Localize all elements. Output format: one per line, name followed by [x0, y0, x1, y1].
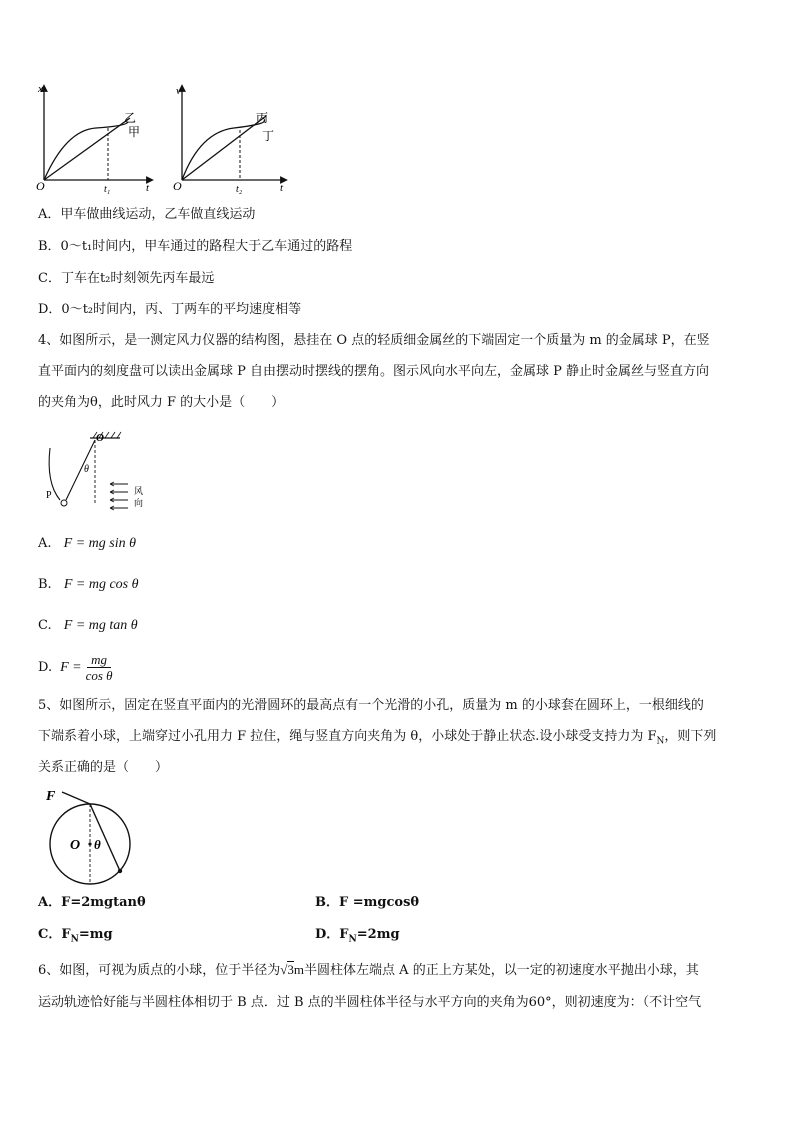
q5-force-label: F: [46, 789, 56, 804]
q4-option-a-label: A.: [38, 536, 52, 551]
graph1-origin: O: [36, 179, 45, 193]
q4-option-d-fraction: [86, 652, 113, 683]
graph1-tick: t₁: [104, 184, 111, 194]
q6-line-2: 运动轨迹恰好能与半圆柱体相切于 B 点．过 B 点的半圆柱体半径与水平方向的夹角为60°，则初速度为：（不计空气: [38, 995, 702, 1010]
q5-stem-tail: ，则下列: [664, 729, 717, 744]
q5-option-c-rest: =mg: [78, 927, 113, 942]
graph2-curve-top: 丙: [256, 111, 269, 125]
q5-option-a: A．F=2mgtanθ: [38, 895, 146, 910]
q4-stem-line-2: 直平面内的刻度盘可以读出金属球 P 自由摆动时摆线的摆角。图示风向水平向左，金属球 P 静止时金属丝与竖直方向: [38, 364, 710, 379]
q5-stem-line-2-text: 下端系着小球，上端穿过小孔用力 F 拉住，绳与竖直方向夹角为 θ，小球处于静止状态.设小球受支持力为 F: [38, 729, 657, 744]
q4-wind-figure: [38, 428, 158, 520]
q3-graph-xt: [36, 82, 156, 194]
q5-option-c: [38, 926, 113, 949]
q3-option-c: C．丁车在t₂时刻领先丙车最远: [38, 271, 215, 286]
q5-option-d: [315, 926, 400, 949]
q4-option-d-label: D.: [38, 660, 53, 675]
q6-unit: m: [293, 962, 305, 977]
q5-option-b: B．F =mgcosθ: [315, 895, 420, 910]
q5-stem-sub: N: [656, 736, 665, 747]
q6-sqrt: √3: [280, 962, 294, 977]
q3-option-b: B．0～t₁时间内，甲车通过的路程大于乙车通过的路程: [38, 239, 353, 254]
graph2-t-label: t: [280, 182, 284, 194]
q4-option-d-denominator: cos θ: [85, 668, 113, 683]
q5-option-d-rest: =2mg: [356, 927, 400, 942]
q4-option-a: [38, 536, 136, 552]
q5-option-c-text: C．F: [38, 927, 71, 942]
q4-option-b-label: B.: [38, 577, 52, 592]
q5-stem-line-3: 关系正确的是（ ）: [38, 760, 169, 775]
q4-angle-label: θ: [84, 464, 89, 475]
q4-option-d-lhs: F =: [60, 659, 82, 675]
q5-center-label: O: [70, 838, 81, 853]
q4-pivot-label: O: [96, 432, 104, 444]
q4-option-c-formula: F = mg tan θ: [63, 618, 138, 633]
q4-stem-line-3: 的夹角为θ，此时风力 F 的大小是（ ）: [38, 395, 285, 410]
q5-angle-label: θ: [94, 837, 101, 852]
graph1-y-label: x: [38, 83, 43, 95]
q4-wind-label-2: 向: [134, 498, 144, 508]
q4-option-c: [38, 618, 138, 634]
q3-option-a: A．甲车做曲线运动，乙车做直线运动: [38, 207, 256, 222]
q5-option-c-sub: N: [70, 934, 79, 945]
graph1-curve-top: 乙: [124, 111, 137, 125]
q3-option-d: D．0～t₂时间内，丙、丁两车的平均速度相等: [38, 302, 302, 317]
q4-option-d: [38, 652, 113, 683]
graph2-y-label: v: [176, 85, 181, 97]
q4-option-b: [38, 577, 138, 593]
q4-option-a-formula: F = mg sin θ: [63, 536, 136, 551]
graph2-tick: t₂: [236, 184, 243, 194]
q5-stem-line-1: 5、如图所示，固定在竖直平面内的光滑圆环的最高点有一个光滑的小孔，质量为 m 的小球套在圆环上，一根细线的: [38, 698, 704, 713]
q6-sqrt-arg: 3: [287, 962, 294, 977]
graph2-curve-bottom: 丁: [262, 129, 275, 143]
q4-option-b-formula: F = mg cos θ: [63, 577, 139, 592]
q5-ring-figure: [40, 786, 140, 886]
graph1-curve-bottom: 甲: [128, 125, 141, 139]
q4-ball-label: P: [46, 490, 52, 501]
q4-option-c-label: C.: [38, 618, 52, 633]
q6-line-1: [38, 961, 699, 980]
q4-wind-label-1: 风: [134, 486, 144, 496]
q5-option-d-sub: N: [348, 934, 357, 945]
q5-option-d-text: D．F: [315, 927, 349, 942]
graph2-origin: O: [173, 179, 182, 193]
graph1-t-label: t: [146, 182, 150, 194]
q4-stem-line-1: 4、如图所示，是一测定风力仪器的结构图，悬挂在 O 点的轻质细金属丝的下端固定一个质量为 m 的金属球 P，在竖: [38, 333, 710, 348]
q6-line-1-b: 半圆柱体左端点 A 的正上方某处，以一定的初速度水平抛出小球，其: [304, 963, 699, 978]
q4-option-d-numerator: mg: [87, 652, 111, 668]
q6-line-1-a: 6、如图，可视为质点的小球，位于半径为: [38, 963, 281, 978]
q5-stem-line-2: [38, 728, 716, 751]
q3-graph-vt: [172, 82, 292, 194]
